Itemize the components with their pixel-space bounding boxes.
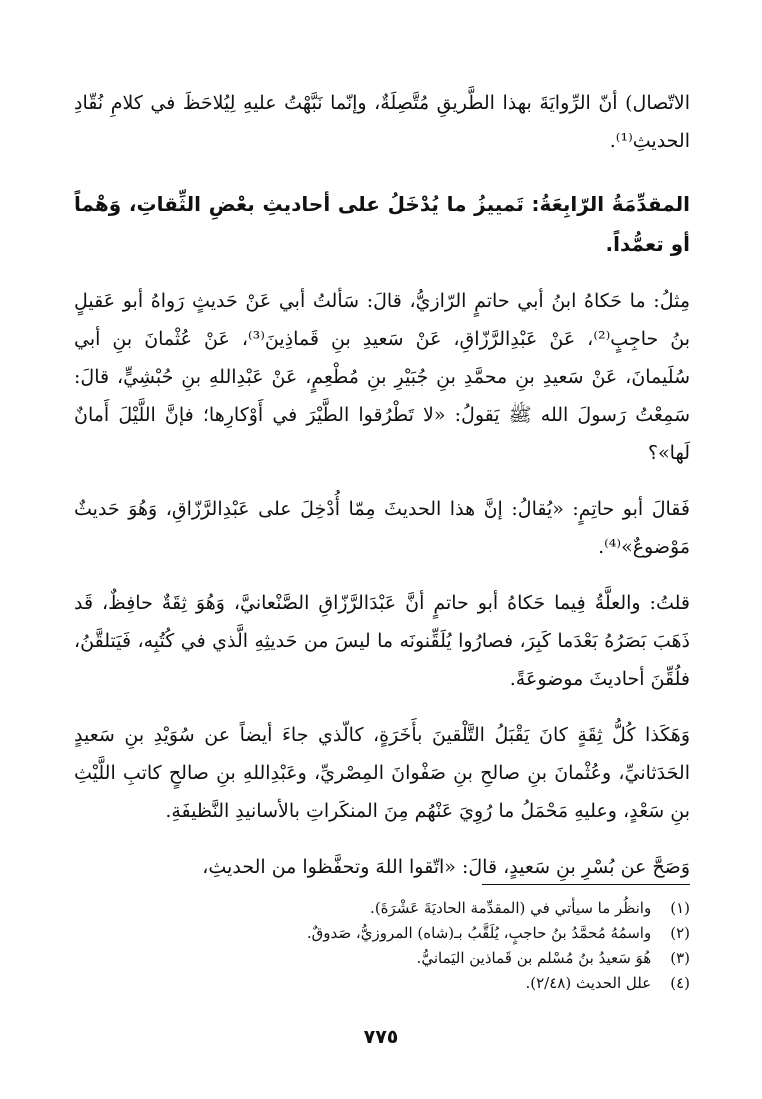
footnote-item (74, 896, 690, 921)
footnote-number: (٤) (670, 974, 690, 992)
footnote-text: واسمُهُ مُحمَّدُ بنُ حاجبٍ، يُلَقَّبُ بـ(شاه) المروزيُّ، صَدوقٌ. (306, 924, 652, 942)
footnote-item (74, 971, 690, 996)
paragraph-busr: وَصَحَّ عن بُسْرِ بنِ سَعيدٍ، قالَ: «اتّقوا اللهَ وتحفَّظوا من الحديثِ، (202, 856, 690, 878)
footnote-text: هُوَ سَعيدُ بنُ مُسْلم بن قَماذين اليَمانيُّ. (416, 949, 652, 967)
paragraph-example: مِثلُ: ما حَكاهُ ابنُ أبي حاتمٍ الرّازيُّ، قالَ: سَألتُ أبي عَنْ حَديثٍ رَواهُ أبو عَقيلٍ بنُ حاجِبٍ⁽²⁾، عَنْ عَبْدِالرَّزّاقِ، عَنْ سَعيدِ بنِ قَماذِينَ⁽³⁾، عَنْ عُثْمانَ بنِ أبي سُلَيمانَ، عَنْ سَعيدِ بنِ محمَّدِ بنِ جُبَيْرِ بنِ مُطْعِمٍ، عَنْ عَبْدِاللهِ بنِ حُبْشِيٍّ، قالَ: سَمِعْتُ رَسولَ الله ﷺ يَقولُ: «لا تَطْرُقوا الطَّيْرَ في أَوْكارِها؛ فإنَّ اللَّيْلَ أَمانٌ لَها»؟ (74, 290, 690, 464)
footnote-text: علل الحديث (٢/٤٨). (525, 974, 652, 992)
footnote-divider (482, 884, 690, 885)
section-heading: المقدِّمَةُ الرّابِعَةُ: تَمييزُ ما يُدْخَلُ على أحاديثِ بعْضِ الثِّقاتِ، وَهْماً أو تعمُّداً. (74, 192, 690, 256)
footnote-text: وانظُر ما سيأتي في (المقدِّمة الحاديَةَ عَشْرَةَ). (370, 899, 652, 917)
paragraph-talqin: وَهَكَذا كُلُّ ثِقَةٍ كانَ يَقْبَلُ التَّلْقينَ بأَخَرَةٍ، كالّذي جاءَ أيضاً عن سُوَيْدِ بنِ سَعيدٍ الحَدَثانيِّ، وعُثْمانَ بنِ صالحِ بنِ صَفْوانَ المِصْريِّ، وعَبْدِاللهِ بنِ صالحٍ كاتبِ اللَّيْثِ بنِ سَعْدٍ، وعليهِ مَحْمَلُ ما رُوِيَ عَنْهُم مِنَ المنكَراتِ بالأسانيدِ النَّظيفَةِ. (74, 724, 690, 822)
paragraph-continuation: الاتّصال) أنّ الرِّوايَةَ بهذا الطَّريقِ مُتَّصِلَةٌ، وإنّما نَبَّهْتُ عليهِ لِيُلاحَظَ في كلامِ نُقّادِ الحديثِ⁽¹⁾. (74, 92, 690, 152)
footnote-number: (١) (670, 899, 690, 917)
paragraph-illa: قلتُ: والعلَّةُ فِيما حَكاهُ أبو حاتمٍ أنَّ عَبْدَالرَّزّاقِ الصَّنْعانيَّ، وَهُوَ ثِقَةٌ حافِظٌ، قَد ذَهَبَ بَصَرُهُ بَعْدَما كَبِرَ، فصارُوا يُلَقِّنونَه ما ليسَ من حَديثِهِ الَّذي في كُتُبِه، فَيَتلقَّنُ، فلُقِّنَ أحاديثَ موضوعَةً. (74, 592, 690, 690)
footnotes-list (74, 896, 690, 996)
footnote-item (74, 946, 690, 971)
paragraph-abu-hatim: فَقالَ أبو حاتِمٍ: «يُقالُ: إنَّ هذا الحديثَ مِمّا أُدْخِلَ على عَبْدِالرَّزّاقِ، وَهُوَ حَديثٌ مَوْضوعٌ»⁽⁴⁾. (74, 498, 690, 558)
page-number: ٧٧٥ (363, 1026, 399, 1048)
footnote-item (74, 921, 690, 946)
footnote-number: (٣) (670, 949, 690, 967)
footnote-number: (٢) (670, 924, 690, 942)
